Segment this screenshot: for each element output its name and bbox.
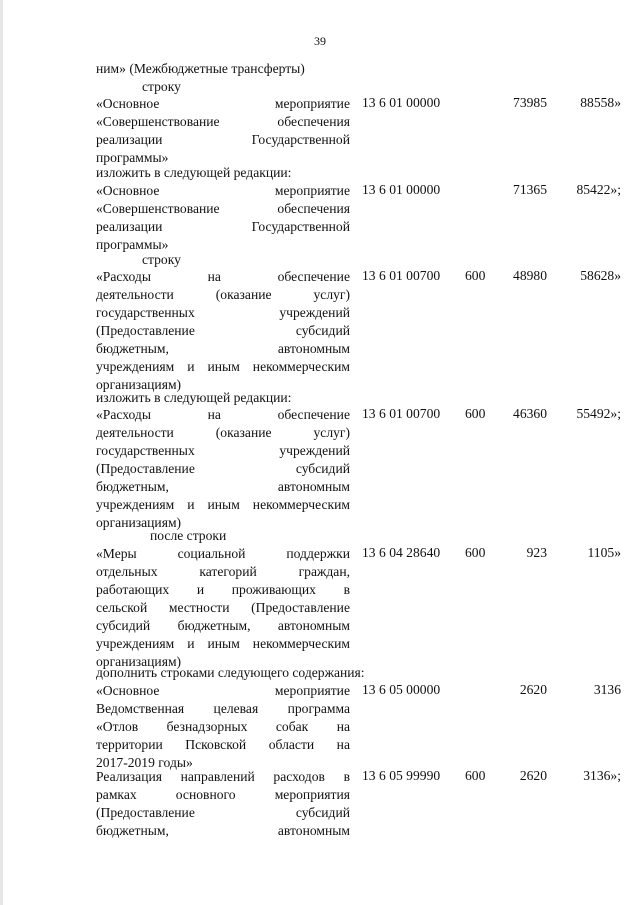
- desc-line: рамках основного мероприятия: [96, 787, 350, 802]
- block3-value2: 58628»: [580, 268, 621, 283]
- block1-code: 13 6 01 00000: [362, 95, 441, 110]
- block1-label: строку: [142, 79, 181, 94]
- intro-line: ним» (Межбюджетные трансферты): [96, 61, 305, 76]
- block4-value1: 46360: [513, 406, 547, 421]
- desc-line: «Основное мероприятие: [96, 183, 350, 198]
- desc-line: отдельных категорий граждан,: [96, 564, 350, 579]
- block3-vr: 600: [465, 268, 486, 283]
- desc-line: «Совершенствование обеспечения: [96, 201, 350, 216]
- desc-line: Реализация направлений расходов в: [96, 769, 350, 784]
- block7-description: [96, 768, 350, 840]
- desc-line: «Меры социальной поддержки: [96, 546, 350, 561]
- block7-value1: 2620: [519, 768, 547, 783]
- desc-line: субсидий бюджетным, автономным: [96, 618, 350, 633]
- block5-value2: 1105»: [587, 545, 621, 560]
- block2-code: 13 6 01 00000: [362, 182, 441, 197]
- block7-value2: 3136»;: [583, 768, 621, 783]
- block6-code: 13 6 05 00000: [362, 682, 441, 697]
- block6-description: [96, 682, 350, 772]
- desc-line: (Предоставление субсидий: [96, 461, 350, 476]
- block5-code: 13 6 04 28640: [362, 545, 441, 560]
- desc-line: организациям): [96, 515, 182, 530]
- block3-label: строку: [142, 252, 181, 267]
- desc-line: «Совершенствование обеспечения: [96, 114, 350, 129]
- desc-line: «Основное мероприятие: [96, 96, 350, 111]
- desc-line: бюджетным, автономным: [96, 479, 350, 494]
- block7-vr: 600: [465, 768, 486, 783]
- desc-line: «Расходы на обеспечение: [96, 269, 350, 284]
- block2-description: [96, 182, 350, 254]
- block1-value1: 73985: [513, 95, 547, 110]
- block2-value2: 85422»;: [576, 182, 621, 197]
- desc-line: организациям): [96, 654, 182, 669]
- desc-line: «Расходы на обеспечение: [96, 407, 350, 422]
- desc-line: реализации Государственной: [96, 132, 350, 147]
- desc-line: учреждениям и иным некоммерческим: [96, 497, 350, 512]
- block2-value1: 71365: [513, 182, 547, 197]
- block3-description: [96, 268, 350, 394]
- desc-line: бюджетным, автономным: [96, 823, 350, 838]
- block4-code: 13 6 01 00700: [362, 406, 441, 421]
- desc-line: программы»: [96, 237, 169, 252]
- block6-value2: 3136: [593, 682, 621, 697]
- block5-vr: 600: [465, 545, 486, 560]
- block1-value2: 88558»: [580, 95, 621, 110]
- desc-line: Ведомственная целевая программа: [96, 701, 350, 716]
- desc-line: государственных учреждений: [96, 305, 350, 320]
- desc-line: «Отлов безнадзорных собак на: [96, 719, 350, 734]
- desc-line: государственных учреждений: [96, 443, 350, 458]
- block6-label: дополнить строками следующего содержания:: [96, 665, 365, 680]
- block7-code: 13 6 05 99990: [362, 768, 441, 783]
- desc-line: работающих и проживающих в: [96, 582, 350, 597]
- page-number: 39: [314, 34, 326, 48]
- desc-line: бюджетным, автономным: [96, 341, 350, 356]
- scan-edge: [0, 0, 3, 905]
- desc-line: организациям): [96, 377, 182, 392]
- block5-description: [96, 545, 350, 671]
- block5-value1: 923: [526, 545, 547, 560]
- desc-line: (Предоставление субсидий: [96, 323, 350, 338]
- block6-value1: 2620: [519, 682, 547, 697]
- block4-vr: 600: [465, 406, 486, 421]
- desc-line: реализации Государственной: [96, 219, 350, 234]
- block5-label: после строки: [150, 528, 227, 543]
- block4-label: изложить в следующей редакции:: [96, 390, 292, 405]
- desc-line: «Основное мероприятие: [96, 683, 350, 698]
- desc-line: учреждениям и иным некоммерческим: [96, 636, 350, 651]
- block4-value2: 55492»;: [576, 406, 621, 421]
- block1-description: [96, 95, 350, 167]
- block4-description: [96, 406, 350, 532]
- desc-line: учреждениям и иным некоммерческим: [96, 359, 350, 374]
- desc-line: сельской местности (Предоставление: [96, 600, 350, 615]
- desc-line: деятельности (оказание услуг): [96, 287, 350, 302]
- block2-label: изложить в следующей редакции:: [96, 165, 292, 180]
- desc-line: деятельности (оказание услуг): [96, 425, 350, 440]
- block3-value1: 48980: [513, 268, 547, 283]
- desc-line: программы»: [96, 150, 169, 165]
- block3-code: 13 6 01 00700: [362, 268, 441, 283]
- desc-line: территории Псковской области на: [96, 737, 350, 752]
- desc-line: (Предоставление субсидий: [96, 805, 350, 820]
- desc-line: 2017-2019 годы»: [96, 755, 193, 770]
